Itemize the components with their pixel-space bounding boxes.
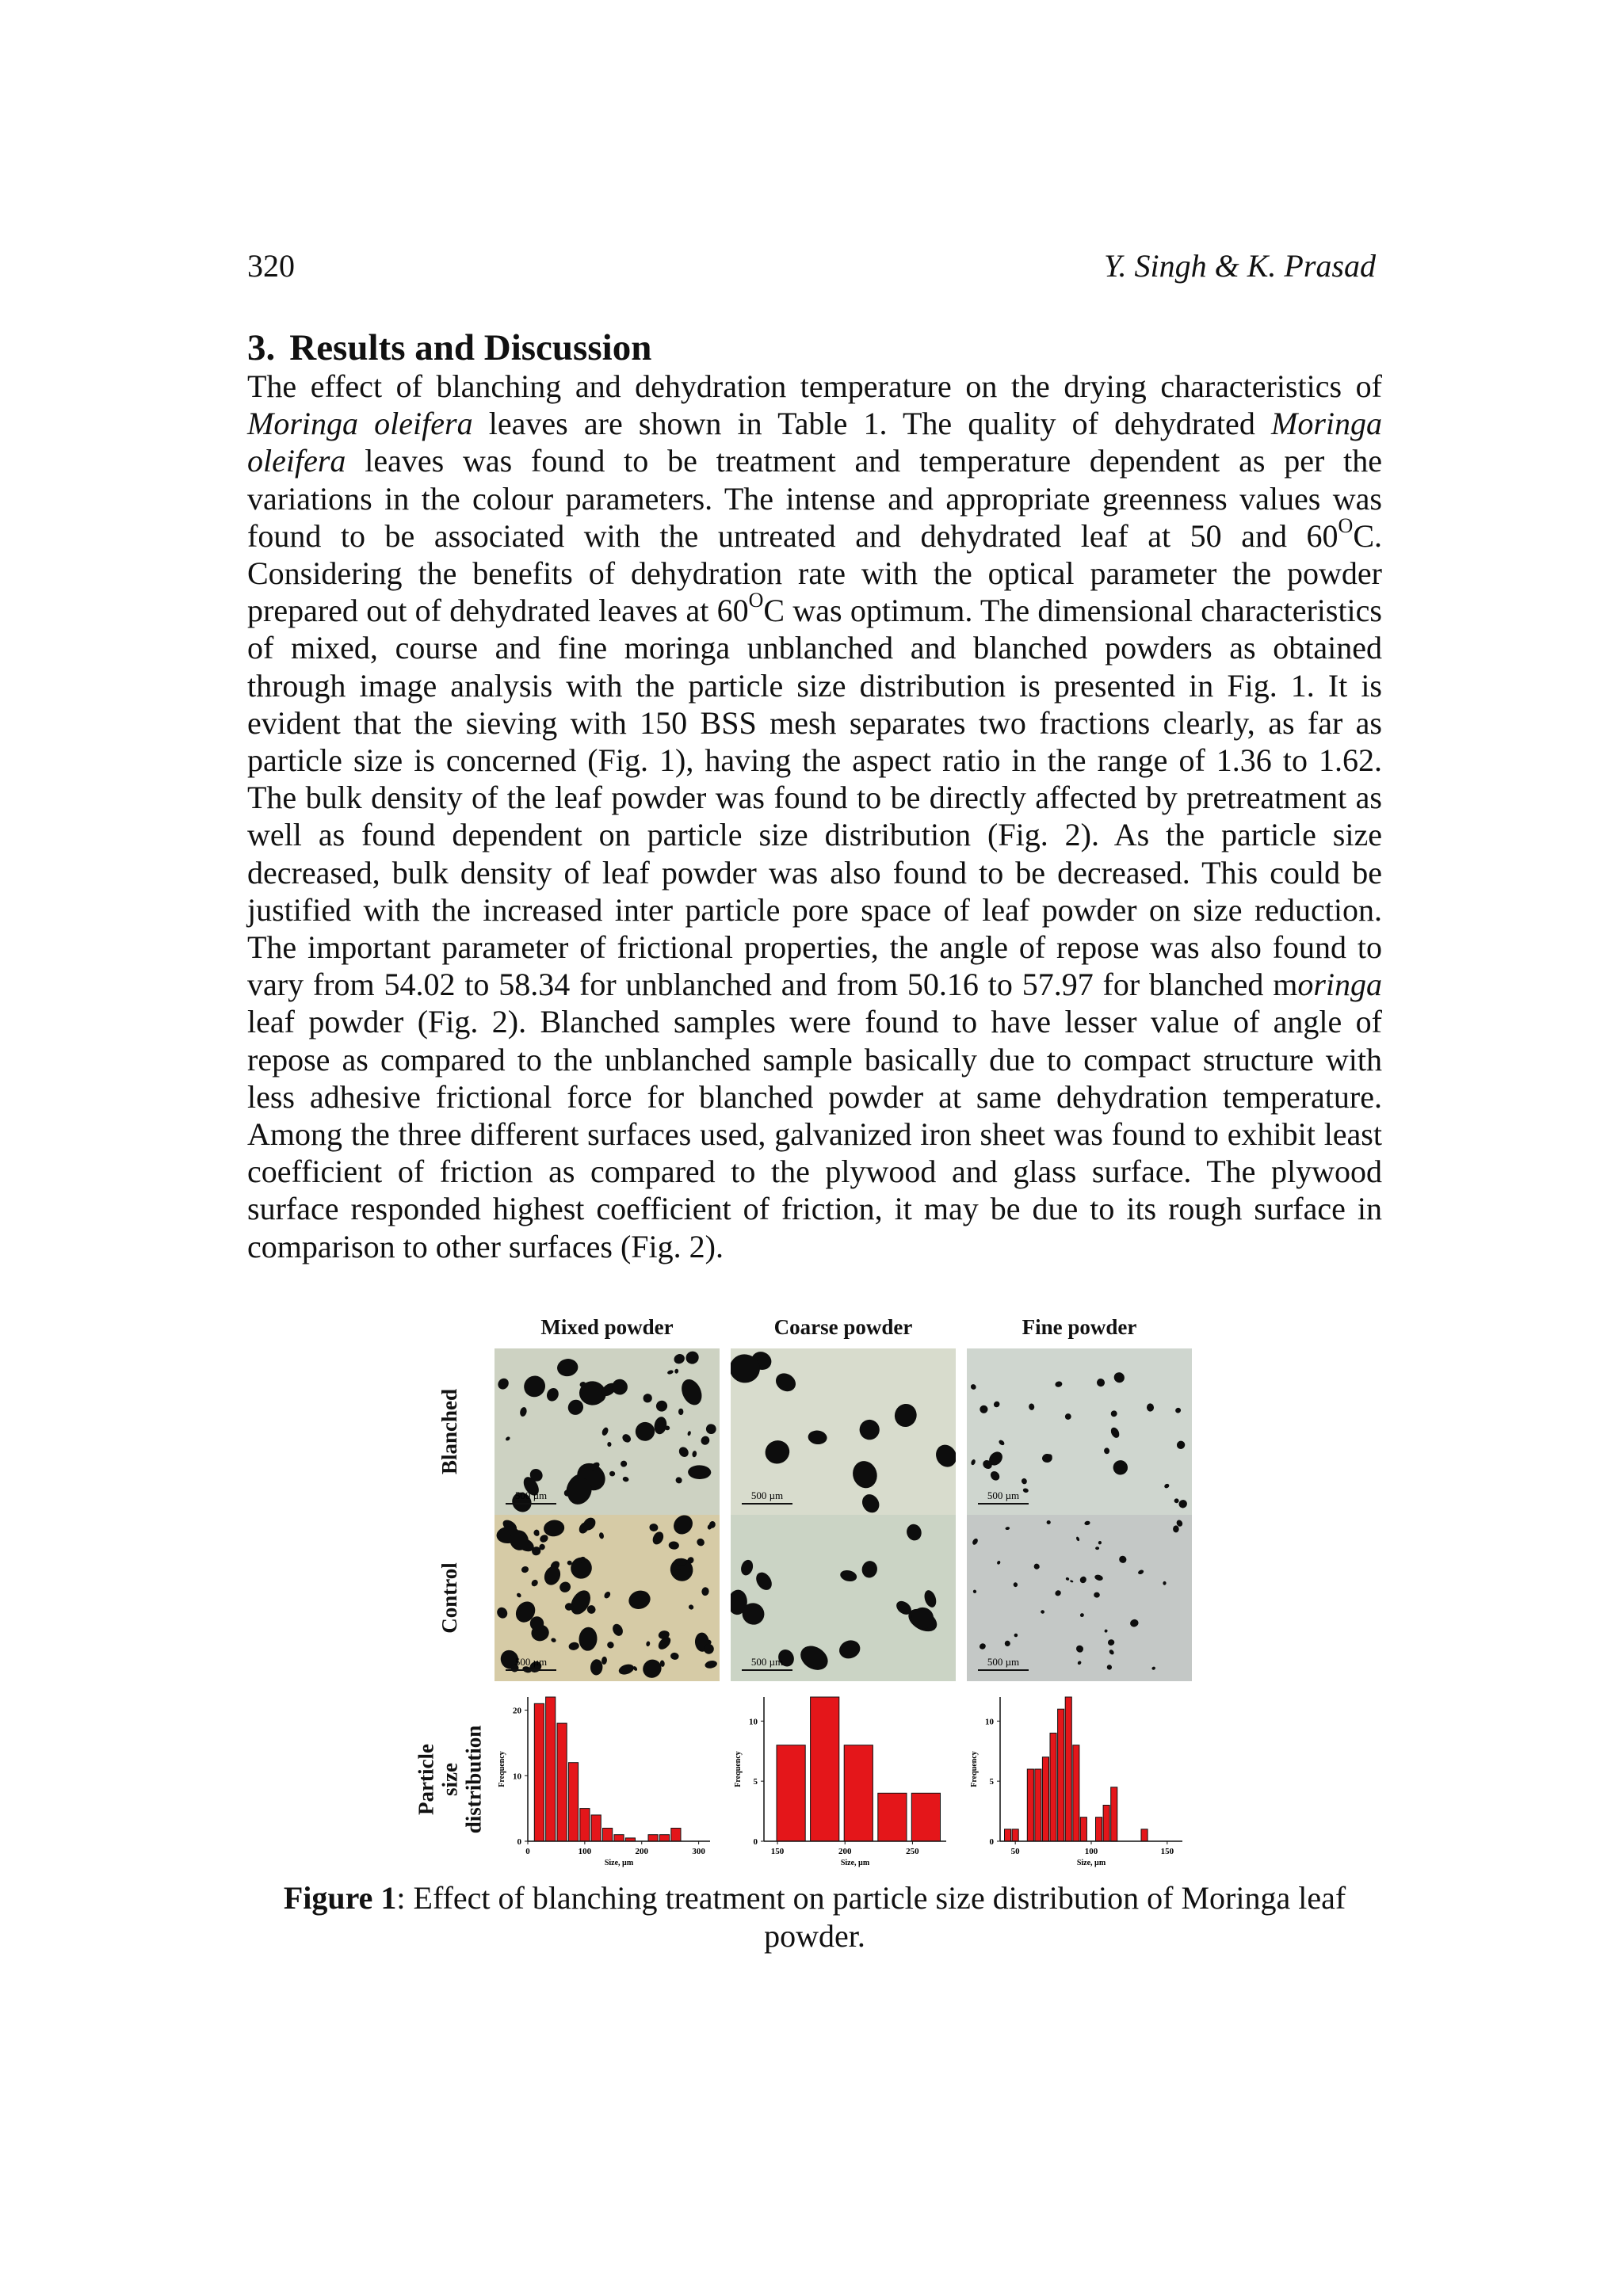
particle <box>839 1569 858 1583</box>
text-run: leaves was found to be treatment and temperature dependent as per the variations in the colour parameters. The intense and appropriate greenness values was found to be associated with the untreated and dehydrated leaf at 50 and 60 <box>247 443 1382 554</box>
particle <box>1029 1403 1035 1410</box>
y-tick-label: 5 <box>989 1777 994 1787</box>
x-tick-label: 200 <box>635 1847 648 1856</box>
particle <box>972 1538 979 1546</box>
particle <box>850 1458 880 1491</box>
particle <box>992 1400 1001 1409</box>
particle <box>687 1431 692 1436</box>
x-axis-label: Size, µm <box>840 1859 870 1867</box>
particle <box>739 1558 755 1577</box>
histogram-fine <box>967 1688 1192 1871</box>
y-tick-label: 20 <box>513 1706 521 1716</box>
row-label-blanched <box>428 1348 471 1515</box>
particle <box>1014 1633 1018 1637</box>
particle <box>568 1642 579 1651</box>
section-number: 3. <box>247 327 276 368</box>
particle <box>621 1461 627 1467</box>
particle <box>1095 1547 1099 1550</box>
histogram-coarse <box>731 1688 956 1871</box>
particle <box>796 1641 833 1675</box>
y-tick-label: 10 <box>513 1772 521 1782</box>
particle <box>1163 1483 1170 1489</box>
particle <box>1084 1520 1090 1526</box>
particle <box>1174 1498 1179 1504</box>
particle <box>545 1386 561 1403</box>
histogram-bar <box>659 1835 669 1841</box>
histogram-bar <box>603 1829 613 1842</box>
text-run: C was optimum. The dimensional characteristics of mixed, course and fine moringa unblanched and blanched powders as obtained through image analysis with the particle size distribution is presented in Fig. 1. It is evident that the sieving with 150 BSS mesh separates two fractions clearly, as far as particle size is concerned (Fig. 1), having the aspect ratio in the range of 1.36 to 1.62. The bulk density of the leaf powder was found to be directly affected by pretreatment as well as found dependent on particle size distribution (Fig. 2). As the particle size decreased, bulk density of leaf powder was also found to be decreased. This could be justified with the increased inter particle pore space of leaf powder on size reduction. The important parameter of frictional properties, the angle of repose was also found to vary from 54.02 to 58.34 for unblanched and from 50.16 to 57.97 for blanched m <box>247 593 1382 1003</box>
histogram-bar <box>844 1745 873 1841</box>
particle <box>1055 1381 1063 1388</box>
italic-run: oringa <box>1297 967 1382 1003</box>
x-tick-label: 50 <box>1010 1847 1020 1856</box>
particle <box>603 1590 612 1599</box>
particle <box>1129 1619 1140 1628</box>
histogram-bar <box>1042 1757 1048 1841</box>
particle <box>1079 1612 1085 1618</box>
particle <box>692 1451 697 1458</box>
particle <box>1005 1527 1010 1531</box>
y-tick-label: 0 <box>517 1837 521 1847</box>
row-label-psd <box>414 1688 486 1871</box>
particle <box>639 1656 665 1681</box>
particle <box>1173 1525 1179 1532</box>
x-tick-label: 150 <box>1160 1847 1174 1856</box>
particle <box>601 1426 609 1436</box>
particle <box>1005 1641 1010 1647</box>
scale-bar-label: 500 µm <box>514 1489 548 1501</box>
particle <box>519 1406 528 1417</box>
particle <box>1022 1488 1029 1493</box>
histogram-bar <box>1035 1769 1041 1841</box>
histogram-bar <box>614 1835 624 1841</box>
particle <box>892 1402 919 1430</box>
histogram-bar <box>580 1809 590 1841</box>
particle <box>678 1409 683 1415</box>
particle <box>670 1515 697 1538</box>
particle <box>598 1532 604 1539</box>
y-tick-label: 0 <box>989 1837 994 1847</box>
scale-bar-label: 500 µm <box>750 1489 784 1501</box>
particle-field <box>731 1515 956 1681</box>
particle <box>609 1377 630 1398</box>
particle <box>1109 1649 1115 1656</box>
y-axis-label: Frequency <box>970 1751 979 1787</box>
particle <box>972 1589 977 1594</box>
histogram-bar <box>1050 1733 1056 1842</box>
histogram-bar <box>811 1697 839 1841</box>
particle <box>1098 1541 1102 1545</box>
x-tick-label: 100 <box>1084 1847 1098 1856</box>
histogram-bar <box>1141 1829 1148 1841</box>
column-title-coarse: Coarse powder <box>773 1315 913 1339</box>
particle <box>666 1369 674 1375</box>
particle <box>558 1580 572 1594</box>
histogram-bar <box>1005 1829 1011 1841</box>
histogram-bar <box>546 1697 556 1841</box>
particle <box>1095 1377 1106 1388</box>
particle <box>762 1437 792 1467</box>
histogram-bar <box>1027 1769 1033 1841</box>
histogram-bar <box>1111 1787 1117 1841</box>
particle <box>1104 1447 1110 1454</box>
micrograph-blanched-mixed <box>495 1348 720 1515</box>
column-title-fine: Fine powder <box>1022 1315 1137 1339</box>
micrograph-control-fine <box>967 1515 1192 1681</box>
particle <box>668 1541 679 1550</box>
particle <box>683 1348 701 1366</box>
particle <box>979 1642 987 1650</box>
row-label-text: Particle size distribution <box>414 1725 486 1834</box>
particle <box>530 1578 539 1588</box>
particle <box>1094 1573 1103 1581</box>
particle <box>1064 1413 1071 1420</box>
particle <box>551 1638 557 1643</box>
degree-superscript: O <box>748 589 764 612</box>
particle <box>670 1652 679 1660</box>
y-tick-label: 5 <box>753 1777 758 1787</box>
particle <box>516 1592 522 1599</box>
particle <box>989 1470 1002 1482</box>
histogram-bar <box>1103 1806 1109 1842</box>
particle <box>609 1470 616 1476</box>
x-tick-label: 250 <box>906 1847 919 1856</box>
histogram-bar <box>1073 1745 1079 1841</box>
figure-caption <box>247 1879 1382 1955</box>
particle <box>1070 1580 1074 1583</box>
particle <box>1104 1629 1108 1633</box>
particle <box>861 1559 879 1579</box>
particle <box>1013 1582 1018 1588</box>
particle <box>858 1418 881 1441</box>
particle <box>1177 1498 1189 1509</box>
particle <box>1033 1562 1041 1570</box>
particle <box>1117 1554 1128 1565</box>
particle <box>837 1638 863 1661</box>
particle <box>601 1656 608 1665</box>
particle <box>932 1441 956 1470</box>
particle <box>651 1530 666 1547</box>
particle <box>1106 1664 1113 1670</box>
figure-1 <box>414 1315 1189 1894</box>
particle <box>674 1368 679 1374</box>
particle <box>520 1371 550 1402</box>
particle <box>649 1523 659 1531</box>
particle <box>1046 1520 1051 1524</box>
x-tick-label: 0 <box>525 1847 530 1856</box>
scale-bar-label: 500 µm <box>987 1656 1020 1668</box>
micrograph-blanched-coarse <box>731 1348 956 1515</box>
histogram-bar <box>1080 1817 1086 1841</box>
particle <box>1054 1589 1062 1597</box>
particle <box>1109 1426 1121 1440</box>
particle <box>521 1566 529 1573</box>
row-label-control <box>428 1515 471 1681</box>
column-title-mixed: Mixed powder <box>540 1315 674 1339</box>
particle <box>541 1564 563 1588</box>
particle <box>505 1436 510 1441</box>
text-run: leaf powder (Fig. 2). Blanched samples were found to have lesser value of angle of repose as compared to the unblanched sample basically due to compact structure with less adhesive frictional force for blanched powder at same dehydration temperature. Among the three different surfaces used, galvanized iron sheet was found to exhibit least coefficient of friction as compared to the plywood and glass surface. The plywood surface responded highest coefficient of friction, it may be due to its rough surface in comparison to other surfaces (Fig. 2). <box>247 1004 1382 1264</box>
particle <box>688 1465 712 1479</box>
particle <box>626 1588 652 1611</box>
histogram-bar <box>534 1703 544 1841</box>
figure-label: Figure 1 <box>283 1880 397 1916</box>
histogram-bar <box>557 1723 567 1841</box>
particle <box>859 1491 883 1515</box>
particle <box>1075 1644 1085 1654</box>
particle <box>653 1416 668 1436</box>
particle <box>1111 1458 1130 1477</box>
caption-text: : Effect of blanching treatment on particle size distribution of Moringa leaf powder. <box>396 1880 1346 1954</box>
histogram-bar <box>591 1815 601 1841</box>
particle <box>905 1522 924 1542</box>
particle-field <box>495 1348 720 1515</box>
histogram-bar <box>878 1793 907 1841</box>
x-tick-label: 300 <box>692 1847 705 1856</box>
particle <box>1075 1536 1080 1542</box>
particle <box>1163 1581 1166 1585</box>
species-name: Moringa oleifera <box>247 406 1382 479</box>
y-tick-label: 0 <box>753 1837 758 1847</box>
particle <box>673 1352 686 1365</box>
particle <box>1041 1610 1044 1614</box>
particle <box>808 1429 828 1445</box>
particle <box>998 1439 1005 1446</box>
histogram-bar <box>911 1793 940 1841</box>
particle <box>978 1404 989 1415</box>
y-axis-label: Frequency <box>498 1751 506 1787</box>
scale-bar-label: 500 µm <box>514 1656 548 1668</box>
histogram-bar <box>568 1763 578 1841</box>
particle <box>1175 1440 1187 1451</box>
particle <box>1147 1403 1155 1412</box>
particle <box>1174 1407 1182 1414</box>
histogram-mixed <box>495 1688 720 1871</box>
particle <box>701 1587 709 1596</box>
particle <box>578 1627 598 1652</box>
particle <box>1137 1569 1144 1576</box>
section-title: Results and Discussion <box>289 327 652 368</box>
particle <box>688 1604 695 1610</box>
particle <box>607 1442 612 1447</box>
x-tick-label: 150 <box>770 1847 785 1856</box>
body-paragraph <box>247 368 1382 1265</box>
histogram-bar <box>1096 1817 1102 1841</box>
particle <box>1021 1478 1028 1485</box>
scale-bar-label: 500 µm <box>987 1489 1020 1501</box>
histogram-bar <box>777 1745 805 1841</box>
text-run: The effect of blanching and dehydration temperature on the drying characteristics of <box>247 368 1382 404</box>
particle <box>922 1589 938 1609</box>
particle <box>606 1641 615 1650</box>
x-axis-label: Size, µm <box>604 1859 634 1867</box>
x-axis-label: Size, µm <box>1076 1859 1106 1867</box>
particle <box>622 1476 629 1482</box>
micrograph-control-mixed <box>495 1515 720 1681</box>
particle <box>496 1376 511 1391</box>
page-number: 320 <box>247 248 295 284</box>
particle <box>543 1519 566 1538</box>
species-name: Moringa oleifera <box>247 406 473 442</box>
particle <box>1107 1638 1115 1646</box>
particle <box>495 1605 510 1620</box>
particle <box>655 1399 669 1412</box>
running-authors: Y. Singh & K. Prasad <box>1103 248 1376 284</box>
running-header <box>247 247 1376 287</box>
particle <box>1109 1409 1118 1418</box>
particle <box>634 1421 657 1443</box>
y-tick-label: 10 <box>985 1717 994 1727</box>
text-run: leaves are shown in Table 1. The quality of dehydrated <box>472 406 1271 442</box>
micrograph-blanched-fine <box>967 1348 1192 1515</box>
particle <box>556 1357 579 1377</box>
text-run: C. Considering the benefits of dehydration rate with the optical parameter the powder prepared out of dehydrated leaves at 60 <box>247 517 1382 629</box>
particle <box>695 1537 705 1547</box>
histogram-bar <box>1065 1697 1071 1841</box>
particle-field <box>495 1515 720 1681</box>
scale-bar-label: 500 µm <box>750 1656 784 1668</box>
particle <box>1094 1592 1100 1597</box>
particle <box>617 1662 635 1676</box>
particle-field <box>731 1348 956 1515</box>
particle <box>970 1383 977 1390</box>
section-heading <box>247 326 651 369</box>
particle <box>678 1376 705 1408</box>
particle <box>646 1641 651 1646</box>
particle <box>700 1435 711 1447</box>
particle <box>1079 1575 1087 1584</box>
particle <box>621 1432 632 1444</box>
particle <box>1151 1666 1156 1670</box>
particle <box>996 1560 1001 1565</box>
particle <box>590 1659 603 1676</box>
particle <box>705 1660 718 1669</box>
results-paragraph <box>247 368 1382 1265</box>
degree-superscript: O <box>1338 513 1354 537</box>
particle <box>1065 1577 1070 1581</box>
row-label-text: Blanched <box>437 1388 461 1475</box>
particle <box>642 1392 654 1404</box>
particle-field <box>967 1348 1192 1515</box>
particle <box>773 1370 799 1395</box>
particle <box>1112 1370 1126 1384</box>
y-axis-label: Frequency <box>734 1751 743 1787</box>
y-tick-label: 10 <box>749 1717 758 1727</box>
micrograph-control-coarse <box>731 1515 956 1681</box>
particle <box>705 1422 718 1436</box>
particle-field <box>967 1515 1192 1681</box>
particle <box>753 1569 775 1593</box>
x-tick-label: 100 <box>578 1847 592 1856</box>
histogram-bar <box>1012 1829 1018 1841</box>
particle <box>1077 1661 1082 1666</box>
particle <box>677 1445 690 1459</box>
x-tick-label: 200 <box>838 1847 852 1856</box>
particle <box>674 1476 683 1485</box>
row-label-text: Control <box>437 1562 462 1634</box>
histogram-bar <box>1058 1709 1064 1841</box>
histogram-bar <box>671 1829 681 1842</box>
histogram-bar <box>648 1835 658 1841</box>
particle <box>970 1459 976 1466</box>
